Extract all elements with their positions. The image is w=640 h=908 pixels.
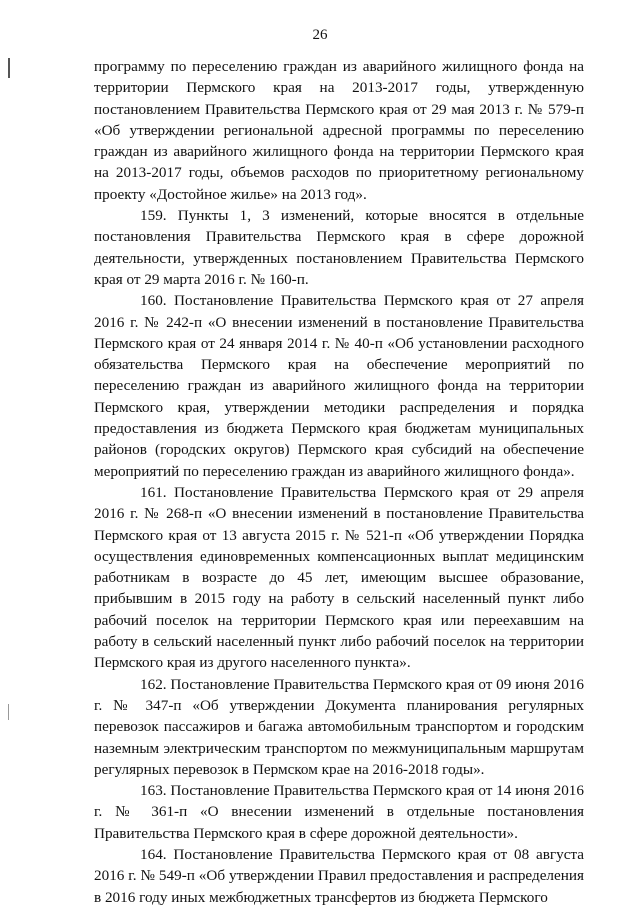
paragraph-item-160: 160. Постановление Правительства Пермского края от 27 апреля 2016 г. № 242-п «О внесении изменений в постановление Правительства Пермского края от 24 января 2014 г. № 40-п «Об установлении расходного обязательства Пермского края на обеспечение мероприятий по переселению граждан из аварийного жилищного фонда на территории Пермского края, утверждении методики распределения и порядка предоставления из бюджета Пермского края бюджетам муниципальных районов (городских округов) Пермского края субсидий на обеспечение мероприятий по переселению граждан из аварийного жилищного фонда». [94, 292, 584, 480]
paragraph-item-162: 162. Постановление Правительства Пермского края от 09 июня 2016 г. № 347-п «Об утверждении Документа планирования регулярных перевозок пассажиров и багажа автомобильным транспортом и городским наземным электрическим транспортом по межмуниципальным маршрутам регулярных перевозок в Пермском крае на 2016-2018 годы». [94, 675, 584, 778]
page-number: 26 [312, 27, 328, 43]
paragraph-continuation: программу по переселению граждан из аварийного жилищного фонда на территории Пермского края на 2013-2017 годы, утвержденную постановлением Правительства Пермского края от 29 мая 2013 г. № 579-п «Об утверждении региональной адресной программы по переселению граждан из аварийного жилищного фонда на территории Пермского края на 2013-2017 годы, объемов расходов по приоритетному региональному проекту «Достойное жилье» на 2013 год». [94, 58, 584, 203]
paragraph-item-164: 164. Постановление Правительства Пермского края от 08 августа 2016 г. № 549-п «Об утверждении Правил предоставления и распределения в 2016 году иных межбюджетных трансфертов из бюджета Пермского [94, 845, 584, 906]
margin-scan-mark [8, 704, 9, 720]
paragraph-item-161: 161. Постановление Правительства Пермского края от 29 апреля 2016 г. № 268-п «О внесении изменений в постановление Правительства Пермского края от 13 августа 2015 г. № 521-п «Об утверждении Порядка осуществления единовременных компенсационных выплат медицинским работникам в возрасте до 45 лет, имеющим высшее образование, прибывшим в 2015 году на работу в сельский населенный пункт либо рабочий поселок на территории Пермского края или переехавшим на работу в сельский населенный пункт либо рабочий поселок на территории Пермского края из другого населенного пункта». [94, 483, 584, 672]
paragraph-item-163: 163. Постановление Правительства Пермского края от 14 июня 2016 г. № 361-п «О внесении изменений в отдельные постановления Правительства Пермского края в сфере дорожной деятельности». [94, 782, 584, 842]
paragraph-item-159: 159. Пункты 1, 3 изменений, которые вносятся в отдельные постановления Правительства Пермского края в сфере дорожной деятельности, утвержденных постановлением Правительства Пермского края от 29 марта 2016 г. № 160-п. [94, 207, 584, 288]
margin-scan-mark [8, 58, 10, 78]
document-body [94, 56, 584, 908]
